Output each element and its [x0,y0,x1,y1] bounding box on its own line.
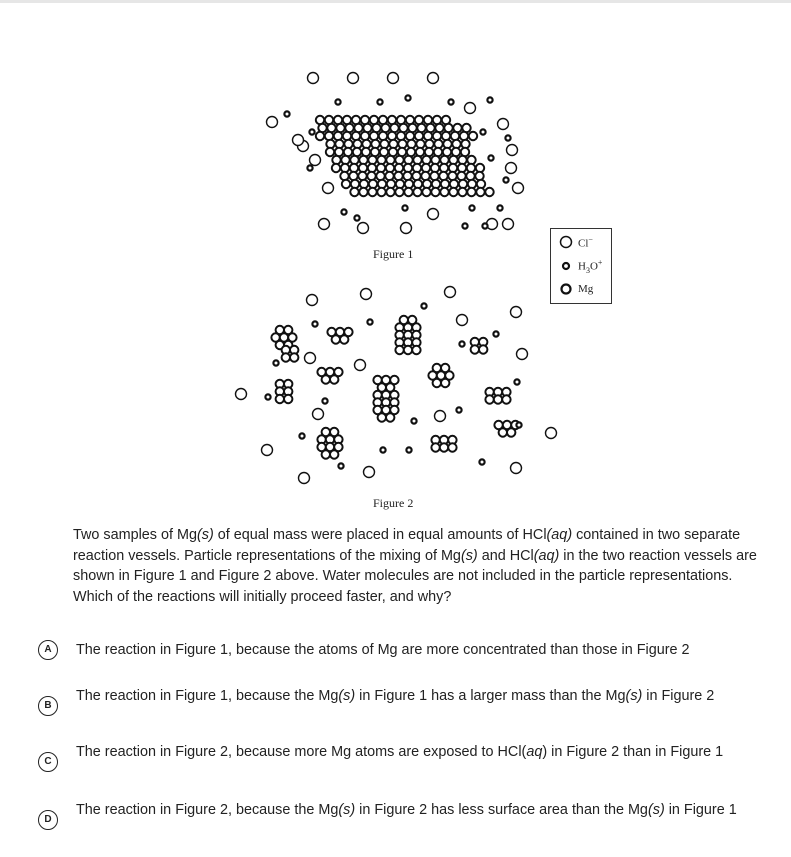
hydronium-particle [516,422,521,427]
hydronium-particle [312,321,317,326]
magnesium-atom [458,188,466,196]
hydronium-particle [322,398,327,403]
hydronium-particle [354,215,359,220]
chloride-particle [465,103,476,114]
figure-2-caption: Figure 2 [373,496,414,510]
choice-d-badge[interactable]: D [38,810,58,830]
legend-label-chloride: Cl− [578,234,593,250]
hydronium-particle [479,459,484,464]
hydronium-particle [488,155,493,160]
magnesium-atom [430,172,438,180]
magnesium-atom [330,450,338,458]
chloride-particle [361,289,372,300]
magnesium-atom [290,353,298,361]
magnesium-atom [340,335,348,343]
hydronium-particle [273,360,278,365]
magnesium-atom [395,188,403,196]
magnesium-atom [385,172,393,180]
magnesium-atom [421,172,429,180]
hydronium-particle [456,407,461,412]
choice-c-badge[interactable]: C [38,752,58,772]
chloride-particle [428,209,439,220]
magnesium-atom [350,188,358,196]
magnesium-atom [403,172,411,180]
magnesium-atom [342,180,350,188]
magnesium-atom [422,188,430,196]
magnesium-atom [322,375,330,383]
chloride-particle [358,223,369,234]
magnesium-atom [394,172,402,180]
magnesium-atom [395,346,403,354]
magnesium-atom [359,188,367,196]
magnesium-atom [379,132,387,140]
choice-a-text[interactable]: The reaction in Figure 1, because the atoms of Mg are more concentrated than those in Figure 2 [76,642,690,658]
magnesium-atom [367,172,375,180]
legend-item-chloride [559,233,593,251]
magnesium-atom [507,428,515,436]
chloride-particle [388,73,399,84]
hydronium-particle [341,209,346,214]
magnesium-atom [413,188,421,196]
chloride-particle [307,295,318,306]
chloride-particle [323,183,334,194]
hydronium-particle [265,394,270,399]
hydronium-particle [309,129,314,134]
hydronium-particle [406,447,411,452]
magnesium-atom [406,132,414,140]
chloride-particle [310,155,321,166]
magnesium-atom [449,188,457,196]
legend-label-hydronium: $H_3O^+$ [578,257,603,275]
magnesium-atom [340,172,348,180]
hydronium-particle [335,99,340,104]
magnesium-atom [494,395,502,403]
magnesium-atom [378,413,386,421]
hydronium-particle [338,463,343,468]
magnesium-atom [377,188,385,196]
hydronium-particle [367,319,372,324]
hydronium-particle [402,205,407,210]
chloride-particle [435,411,446,422]
magnesium-atom [332,335,340,343]
legend-label-magnesium: Mg [578,283,594,295]
magnesium-atom [330,375,338,383]
chloride-particle [236,389,247,400]
magnesium-atom [334,132,342,140]
choice-d-text[interactable]: The reaction in Figure 2, because the Mg(s) in Figure 2 has less surface area than the Mg(s) in Figure 1 [76,802,737,818]
large-hollow-circle-icon [559,235,573,249]
chloride-particle [313,409,324,420]
chloride-particle [546,428,557,439]
hydronium-particle [493,331,498,336]
chloride-particle [428,73,439,84]
magnesium-atom [442,132,450,140]
magnesium-atom [316,132,324,140]
magnesium-atom [388,132,396,140]
hydronium-particle [299,433,304,438]
magnesium-atom [441,379,449,387]
magnesium-atom [322,450,330,458]
magnesium-atom [451,132,459,140]
magnesium-atom [448,172,456,180]
magnesium-atom [415,132,423,140]
hydronium-particle [487,97,492,102]
chloride-particle [445,287,456,298]
chloride-particle [293,135,304,146]
magnesium-atom [284,395,292,403]
magnesium-atom [386,188,394,196]
magnesium-atom [349,172,357,180]
magnesium-atom [370,132,378,140]
magnesium-atom [433,132,441,140]
magnesium-atom [467,188,475,196]
figure-2-particle-diagram [0,280,791,495]
chloride-particle [348,73,359,84]
magnesium-atom [485,395,493,403]
magnesium-atom [361,132,369,140]
chloride-particle [308,73,319,84]
chloride-particle [513,183,524,194]
hydronium-particle [405,95,410,100]
magnesium-atom [386,413,394,421]
magnesium-atom [439,172,447,180]
legend-item-hydronium [559,257,602,275]
magnesium-atom [440,443,448,451]
question-stem: Two samples of Mg(s) of equal mass were placed in equal amounts of HCl(aq) contained in two separate reaction vessels. Particle representations of the mixing of Mg(s) and HCl(aq) in the two reaction vessels are shown in Figure 1 and Figure 2 above. Water molecules are not included in the particle representations. Which of the reactions will initially proceed faster, and why? [73,527,757,605]
chloride-particle [305,353,316,364]
choice-a-badge[interactable]: A [38,640,58,660]
magnesium-atom [479,345,487,353]
magnesium-atom [424,132,432,140]
hydronium-particle [480,129,485,134]
hydronium-particle [284,111,289,116]
hydronium-particle [459,341,464,346]
chloride-particle [498,119,509,130]
magnesium-atom [368,188,376,196]
chloride-particle [401,223,412,234]
chloride-particle [511,463,522,474]
magnesium-atom [326,148,334,156]
choice-b-badge[interactable]: B [38,696,58,716]
chloride-particle [503,219,514,230]
figure-1-caption: Figure 1 [373,247,414,261]
hydronium-particle [377,99,382,104]
figure-1-particle-diagram [0,60,791,250]
chloride-particle [457,315,468,326]
magnesium-atom [431,188,439,196]
magnesium-atom [502,395,510,403]
magnesium-atom [466,172,474,180]
hydronium-particle [421,303,426,308]
chloride-particle [355,360,366,371]
chloride-particle [507,145,518,156]
magnesium-atom [404,346,412,354]
hydronium-particle [469,205,474,210]
magnesium-atom [457,172,465,180]
magnesium-atom [282,353,290,361]
magnesium-atom [475,172,483,180]
magnesium-atom [397,132,405,140]
hydronium-particle [503,177,508,182]
magnesium-atom [440,188,448,196]
magnesium-atom [412,346,420,354]
magnesium-atom [431,443,439,451]
hydronium-particle [411,418,416,423]
chloride-particle [262,445,273,456]
choice-b-text[interactable]: The reaction in Figure 1, because the Mg(s) in Figure 1 has a larger mass than the Mg(s) in Figure 2 [76,688,715,704]
magnesium-atom [460,132,468,140]
chloride-particle [319,219,330,230]
hydronium-particle [482,223,487,228]
magnesium-atom [276,395,284,403]
hydronium-particle [497,205,502,210]
magnesium-atom [469,132,477,140]
chloride-particle [506,163,517,174]
magnesium-atom [352,132,360,140]
hydronium-particle [514,379,519,384]
magnesium-atom [325,132,333,140]
magnesium-atom [476,188,484,196]
magnesium-atom [433,379,441,387]
small-thick-circle-icon [559,259,573,273]
chloride-particle [299,473,310,484]
magnesium-atom [404,188,412,196]
magnesium-atom [343,132,351,140]
magnesium-atom [376,172,384,180]
hydronium-particle [448,99,453,104]
hydronium-particle [380,447,385,452]
top-divider [0,0,791,3]
choice-c-text[interactable]: The reaction in Figure 2, because more Mg atoms are exposed to HCl(aq) in Figure 2 than in Figure 1 [76,744,724,760]
magnesium-atom [448,443,456,451]
magnesium-atom [358,172,366,180]
chloride-particle [364,467,375,478]
chloride-particle [511,307,522,318]
hydronium-particle [505,135,510,140]
magnesium-atom [499,428,507,436]
magnesium-atom [471,345,479,353]
magnesium-atom [412,172,420,180]
chloride-particle [267,117,278,128]
magnesium-atom [485,188,493,196]
hydronium-particle [462,223,467,228]
hydronium-particle [307,165,312,170]
chloride-particle [517,349,528,360]
magnesium-atom [332,164,340,172]
